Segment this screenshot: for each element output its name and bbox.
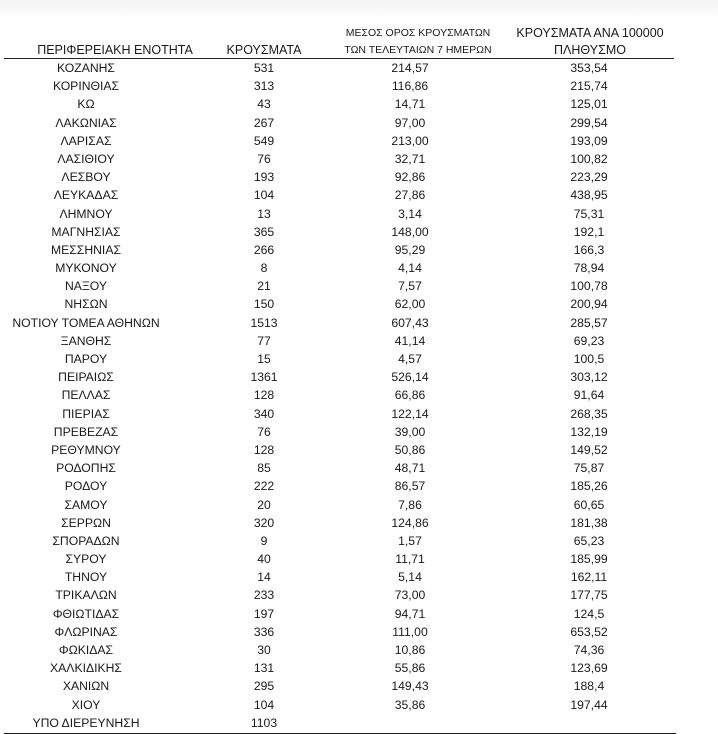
cell-cases: 150	[253, 297, 275, 312]
cell-region: ΜΕΣΣΗΝΙΑΣ	[50, 242, 121, 257]
cases-table	[4, 24, 674, 734]
cell-avg: 86,57	[394, 479, 426, 494]
table-row	[4, 259, 674, 277]
cell-avg: 148,00	[391, 224, 429, 239]
cell-region: ΤΗΝΟΥ	[64, 570, 108, 585]
table-row	[4, 295, 674, 313]
cell-avg: 111,00	[392, 624, 428, 639]
cell-per100k: 166,3	[573, 242, 605, 257]
table-row	[4, 677, 674, 695]
cell-per100k: 75,31	[573, 206, 605, 221]
cell-avg: 214,57	[391, 61, 429, 75]
cell-cases: 340	[253, 406, 275, 421]
cell-per100k: 60,65	[573, 497, 605, 512]
cell-avg: 607,43	[391, 315, 429, 330]
cell-avg: 149,43	[391, 679, 429, 694]
table-row	[4, 605, 674, 623]
table-row	[4, 277, 674, 295]
cell-cases: 77	[257, 333, 271, 348]
cell-avg: 4,57	[398, 352, 422, 366]
table-row	[4, 314, 674, 332]
cell-per100k: 285,57	[570, 315, 608, 330]
table-row	[4, 241, 674, 259]
cell-per100k: 192,1	[573, 224, 605, 239]
cell-region: ΡΟΔΟΠΗΣ	[56, 461, 116, 476]
cell-avg: 92,86	[394, 170, 426, 185]
cell-region: ΧΑΛΚΙΔΙΚΗΣ	[50, 661, 122, 676]
cell-cases: 21	[257, 279, 271, 294]
table-row	[4, 405, 674, 423]
cell-region: ΚΟΖΑΝΗΣ	[57, 61, 115, 75]
cell-cases: 15	[257, 352, 271, 366]
header-per100k	[504, 26, 676, 57]
table-header	[4, 24, 674, 59]
cell-avg: 10,86	[394, 643, 426, 657]
table-row	[4, 59, 674, 77]
cell-cases: 76	[257, 151, 271, 166]
cell-region: ΧΙΟΥ	[71, 697, 101, 712]
cell-avg: 35,86	[394, 697, 426, 712]
table-row	[4, 514, 674, 532]
cell-per100k: 75,87	[573, 461, 605, 476]
cell-cases: 197	[253, 606, 275, 621]
cell-cases: 128	[253, 388, 275, 403]
table-row	[4, 641, 674, 659]
table-row	[4, 423, 674, 441]
cell-per100k: 65,23	[573, 533, 605, 548]
table-row	[4, 332, 674, 350]
table-row	[4, 114, 674, 132]
cell-cases: 365	[253, 224, 275, 239]
header-per-line2: ΠΛΗΘΥΣΜΟ	[554, 43, 626, 57]
cell-cases: 14	[257, 570, 271, 585]
cell-region: ΦΘΙΩΤΙΔΑΣ	[52, 606, 120, 621]
cell-per100k: 353,54	[570, 61, 608, 75]
cell-cases: 104	[253, 188, 275, 203]
cell-region: ΛΕΥΚΑΔΑΣ	[53, 188, 119, 203]
cell-region: ΛΗΜΝΟΥ	[59, 206, 113, 221]
cell-cases: 222	[253, 479, 275, 494]
cell-region: ΤΡΙΚΑΛΩΝ	[55, 588, 117, 603]
cell-region: ΧΑΝΙΩΝ	[62, 679, 110, 694]
cell-avg: 97,00	[394, 115, 426, 130]
cell-per100k: 653,52	[570, 624, 608, 639]
cell-region: ΚΟΡΙΝΘΙΑΣ	[52, 79, 120, 94]
cell-cases: 193	[253, 170, 275, 185]
cell-region: ΜΥΚΟΝΟΥ	[55, 261, 117, 276]
cell-per100k: 162,11	[570, 570, 608, 585]
cell-avg: 4,14	[398, 261, 422, 276]
cell-region: ΡΕΘΥΜΝΟΥ	[51, 442, 121, 457]
cell-cases: 30	[257, 643, 271, 657]
cell-cases: 1513	[250, 315, 278, 330]
cell-avg: 55,86	[394, 661, 426, 676]
cell-per100k: 185,26	[570, 479, 608, 494]
cell-region: ΛΑΚΩΝΙΑΣ	[55, 115, 117, 130]
cell-cases: 313	[253, 79, 275, 94]
cell-region: ΦΩΚΙΔΑΣ	[58, 643, 114, 657]
table-row	[4, 223, 674, 241]
cell-cases: 104	[253, 697, 275, 712]
cell-cases: 233	[253, 588, 275, 603]
cell-cases: 13	[257, 206, 271, 221]
table-row	[4, 350, 674, 368]
cell-region: ΠΕΛΛΑΣ	[61, 388, 111, 403]
table-row	[4, 95, 674, 113]
cell-cases: 336	[253, 624, 275, 639]
cell-cases: 128	[253, 442, 275, 457]
cell-region: ΝΑΞΟΥ	[64, 279, 108, 294]
cell-avg: 94,71	[394, 606, 426, 621]
cell-per100k: 100,5	[573, 352, 605, 366]
table-row	[4, 186, 674, 204]
table-row	[4, 696, 674, 714]
cell-per100k: 91,64	[573, 388, 605, 403]
header-avg	[326, 26, 510, 57]
table-row	[4, 441, 674, 459]
cell-per100k: 197,44	[570, 697, 608, 712]
cell-region: ΣΠΟΡΑΔΩΝ	[52, 533, 120, 548]
cell-per100k: 193,09	[570, 133, 608, 148]
table-row	[4, 150, 674, 168]
cell-per100k: 123,69	[570, 661, 608, 676]
cell-avg: 124,86	[391, 515, 429, 530]
cell-avg: 526,14	[391, 370, 429, 385]
cell-per100k: 303,12	[570, 370, 608, 385]
table-row	[4, 477, 674, 495]
cell-cases: 131	[253, 661, 275, 676]
cell-per100k: 268,35	[570, 406, 608, 421]
cell-cases: 549	[253, 133, 275, 148]
cell-per100k: 177,75	[570, 588, 608, 603]
cell-cases: 20	[257, 497, 271, 512]
cell-avg: 50,86	[394, 442, 426, 457]
cell-avg: 39,00	[394, 424, 426, 439]
cell-cases: 1361	[250, 370, 278, 385]
cell-per100k: 100,78	[570, 279, 608, 294]
cell-per100k: 69,23	[573, 333, 605, 348]
cell-cases: 76	[257, 424, 271, 439]
table-row	[4, 532, 674, 550]
cell-cases: 43	[257, 97, 271, 112]
cell-region: ΝΟΤΙΟΥ ΤΟΜΕΑ ΑΘΗΝΩΝ	[12, 315, 160, 330]
cell-avg: 213,00	[391, 133, 429, 148]
cell-region: ΠΡΕΒΕΖΑΣ	[53, 424, 119, 439]
table-row	[4, 168, 674, 186]
cell-per100k: 185,99	[570, 552, 608, 567]
cell-per100k: 78,94	[573, 261, 605, 276]
cell-avg: 66,86	[394, 388, 426, 403]
cell-per100k: 74,36	[573, 643, 605, 657]
header-per-line1: ΚΡΟΥΣΜΑΤΑ ΑΝΑ 100000	[516, 26, 664, 40]
cell-avg: 5,14	[398, 570, 422, 585]
cell-cases: 295	[253, 679, 275, 694]
cell-per100k: 124,5	[573, 606, 605, 621]
cell-cases: 320	[253, 515, 275, 530]
table-row	[4, 368, 674, 386]
cell-region: ΥΠΟ ΔΙΕΡΕΥΝΗΣΗ	[32, 715, 140, 730]
cell-avg: 32,71	[394, 151, 426, 166]
cell-per100k: 132,19	[570, 424, 608, 439]
header-cases: ΚΡΟΥΣΜΑΤΑ	[226, 43, 302, 57]
cell-avg: 116,86	[391, 79, 429, 94]
cell-per100k: 181,38	[570, 515, 608, 530]
table-row	[4, 714, 674, 732]
table-row	[4, 205, 674, 223]
cell-avg: 27,86	[394, 188, 426, 203]
top-shadow	[0, 0, 718, 18]
cell-region: ΚΩ	[77, 97, 95, 112]
cell-cases: 8	[260, 261, 268, 276]
cell-per100k: 438,95	[570, 188, 608, 203]
cell-avg: 48,71	[394, 461, 426, 476]
cell-cases: 40	[257, 552, 271, 567]
cell-per100k: 223,29	[570, 170, 608, 185]
table-row	[4, 586, 674, 604]
table-row	[4, 568, 674, 586]
cell-region: ΠΕΙΡΑΙΩΣ	[58, 370, 114, 385]
cell-region: ΝΗΣΩΝ	[64, 297, 108, 312]
cell-region: ΛΕΣΒΟΥ	[61, 170, 111, 185]
cell-region: ΣΕΡΡΩΝ	[61, 515, 111, 530]
table-row	[4, 496, 674, 514]
cell-region: ΞΑΝΘΗΣ	[60, 333, 112, 348]
cell-per100k: 125,01	[570, 97, 608, 112]
cell-avg: 11,71	[395, 552, 425, 567]
table-row	[4, 77, 674, 95]
cell-avg: 73,00	[394, 588, 426, 603]
cell-avg: 3,14	[398, 206, 422, 221]
cell-cases: 267	[253, 115, 275, 130]
header-avg-line1: ΜΕΣΟΣ ΟΡΟΣ ΚΡΟΥΣΜΑΤΩΝ	[345, 27, 491, 39]
cell-avg: 41,14	[394, 333, 426, 348]
cell-per100k: 215,74	[570, 79, 608, 94]
cell-avg: 14,71	[394, 97, 426, 112]
header-avg-line2: ΤΩΝ ΤΕΛΕΥΤΑΙΩΝ 7 ΗΜΕΡΩΝ	[344, 44, 492, 56]
table-row	[4, 659, 674, 677]
cell-cases: 9	[260, 533, 268, 548]
cell-avg: 1,57	[398, 533, 422, 548]
cell-per100k: 299,54	[570, 115, 608, 130]
cell-region: ΠΙΕΡΙΑΣ	[62, 406, 110, 421]
cell-cases: 1103	[250, 715, 278, 730]
cell-avg: 122,14	[391, 406, 429, 421]
header-region: ΠΕΡΙΦΕΡΕΙΑΚΗ ΕΝΟΤΗΤΑ	[37, 43, 193, 57]
cell-region: ΣΥΡΟΥ	[65, 552, 107, 567]
cell-avg: 7,57	[398, 279, 422, 294]
cell-region: ΣΑΜΟΥ	[64, 497, 108, 512]
cell-per100k: 149,52	[570, 442, 608, 457]
table-row	[4, 459, 674, 477]
cell-region: ΡΟΔΟΥ	[64, 479, 108, 494]
cell-region: ΜΑΓΝΗΣΙΑΣ	[51, 224, 121, 239]
table-row	[4, 550, 674, 568]
cell-per100k: 188,4	[573, 679, 605, 694]
cell-cases: 266	[253, 242, 275, 257]
table-row	[4, 132, 674, 150]
cell-region: ΛΑΡΙΣΑΣ	[60, 133, 112, 148]
cell-region: ΠΑΡΟΥ	[64, 352, 108, 366]
cell-avg: 95,29	[394, 242, 426, 257]
table-row	[4, 386, 674, 404]
table-body	[4, 59, 674, 732]
cell-per100k: 100,82	[570, 151, 608, 166]
cell-region: ΛΑΣΙΘΙΟΥ	[57, 151, 115, 166]
cell-cases: 85	[257, 461, 271, 476]
cell-avg: 62,00	[394, 297, 426, 312]
cell-per100k: 200,94	[570, 297, 608, 312]
cell-region: ΦΛΩΡΙΝΑΣ	[54, 624, 118, 639]
cell-avg: 7,86	[398, 497, 422, 512]
cell-cases: 531	[253, 61, 275, 75]
table-row	[4, 623, 674, 641]
